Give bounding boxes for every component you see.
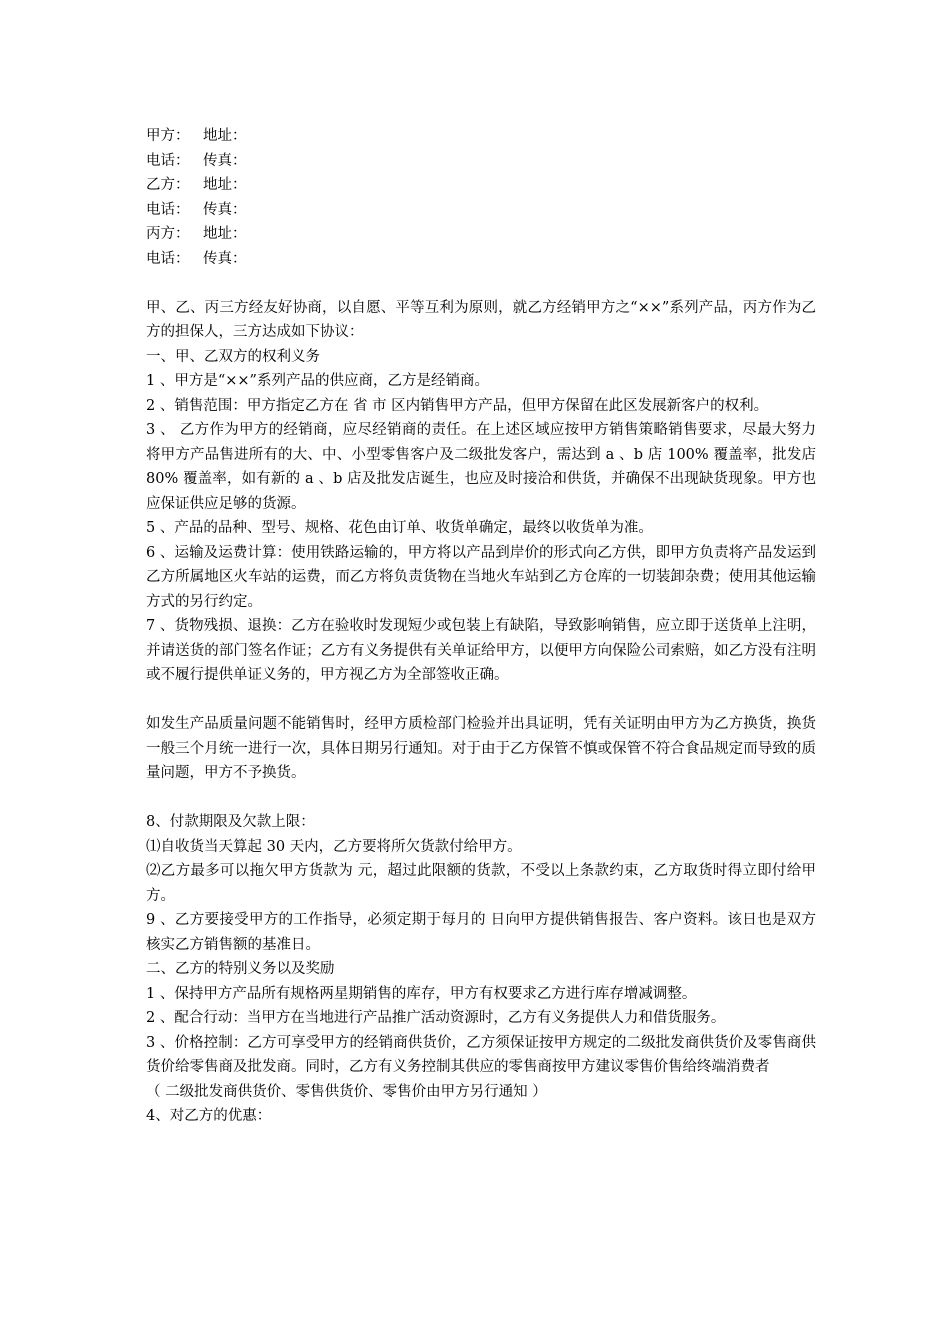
party-label: 电话：: [146, 250, 190, 267]
party-info-block: [146, 124, 816, 271]
party-field: 传真：: [203, 201, 247, 218]
clause-7: 7 、货物残损、退换：乙方在验收时发现短少或包装上有缺陷，导致影响销售，应立即于送货单上注明，并请送货的部门签名作证；乙方有义务提供有关单证给甲方，以便甲方向保险公司索赔，如乙方没有注明或不履行提供单证义务的，甲方视乙方为全部签收正确。: [146, 618, 816, 683]
party-label: 丙方：: [146, 226, 190, 242]
clause-5: 5 、产品的品种、型号、规格、花色由订单、收货单确定，最终以收货单为准。: [146, 520, 653, 536]
clause-6: 6 、运输及运费计算：使用铁路运输的，甲方将以产品到岸价的形式向乙方供，即甲方负责将产品发运到乙方所属地区火车站的运费，而乙方将负责货物在当地火车站到乙方仓库的一切装卸杂费；使用其他运输方式的另行约定。: [146, 544, 816, 610]
intro-paragraph: 甲、乙、丙三方经友好协商，以自愿、平等互利为原则，就乙方经销甲方之“××”系列产品，丙方作为乙方的担保人，三方达成如下协议：: [146, 299, 816, 340]
contract-document: [146, 124, 816, 1129]
party-field: 传真：: [203, 152, 247, 169]
quality-note-paragraph: 如发生产品质量问题不能销售时，经甲方质检部门检验并出具证明，凭有关证明由甲方为乙方换货，换货一般三个月统一进行一次，具体日期另行通知。对于由于乙方保管不慎或保管不符合食品规定而导致的质量问题，甲方不予换货。: [146, 716, 816, 781]
party-field: 地址：: [203, 226, 247, 242]
party-label: 乙方：: [146, 177, 190, 193]
party-jia-row: [146, 124, 816, 149]
spacer: [146, 688, 816, 713]
spacer: [146, 786, 816, 811]
clause-8-item-1: ⑴自收货当天算起 30 天内，乙方要将所欠货款付给甲方。: [146, 838, 522, 855]
clause-8-item-2: ⑵乙方最多可以拖欠甲方货款为 元，超过此限额的货款，不受以上条款约束，乙方取货时得立即付给甲方。: [146, 863, 816, 904]
section-2-price-note: （ 二级批发商供货价、零售供货价、零售价由甲方另行通知 ）: [146, 1083, 547, 1100]
party-label: 甲方：: [146, 128, 190, 144]
party-field: 地址：: [203, 128, 247, 144]
party-label: 电话：: [146, 152, 190, 169]
party-bing-row: [146, 222, 816, 247]
section-2-clause-1: 1 、保持甲方产品所有规格两星期销售的库存，甲方有权要求乙方进行库存增减调整。: [146, 985, 697, 1002]
party-field: 传真：: [203, 250, 247, 267]
section-1-title: 一、甲、乙双方的权利义务: [146, 348, 320, 365]
clause-3: 3 、 乙方作为甲方的经销商，应尽经销商的责任。在上述区域应按甲方销售策略销售要求，尽最大努力将甲方产品售进所有的大、中、小型零售客户及二级批发客户，需达到 a 、b 店 100% 覆盖率，批发店 80% 覆盖率，如有新的 a 、b 店及批发店诞生，也应及时接洽和供货，并确保不出现缺货现象。甲方也应保证供应足够的货源。: [146, 422, 816, 512]
party-label: 电话：: [146, 201, 190, 218]
party-field: 地址：: [203, 177, 247, 193]
clause-8-title: 8、付款期限及欠款上限：: [146, 814, 315, 830]
section-2-clause-3: 3 、价格控制：乙方可享受甲方的经销商供货价，乙方须保证按甲方规定的二级批发商供货价及零售商供货价给零售商及批发商。同时，乙方有义务控制其供应的零售商按甲方建议零售价售给终端消费者: [146, 1034, 816, 1075]
section-2-title: 二、乙方的特别义务以及奖励: [146, 961, 335, 977]
section-2-clause-2: 2 、配合行动：当甲方在当地进行产品推广活动资源时，乙方有义务提供人力和借货服务。: [146, 1010, 726, 1026]
party-yi-row: [146, 173, 816, 198]
spacer: [146, 271, 816, 296]
party-bing-contact-row: [146, 247, 816, 272]
section-2-clause-4: 4、对乙方的优惠：: [146, 1108, 272, 1124]
clause-1: 1 、甲方是“××”系列产品的供应商，乙方是经销商。: [146, 373, 489, 389]
party-yi-contact-row: [146, 198, 816, 223]
party-jia-contact-row: [146, 149, 816, 174]
clause-2: 2 、销售范围：甲方指定乙方在 省 市 区内销售甲方产品，但甲方保留在此区发展新客户的权利。: [146, 397, 769, 414]
clause-9: 9 、乙方要接受甲方的工作指导，必须定期于每月的 日向甲方提供销售报告、客户资料。该日也是双方核实乙方销售额的基准日。: [146, 912, 816, 953]
